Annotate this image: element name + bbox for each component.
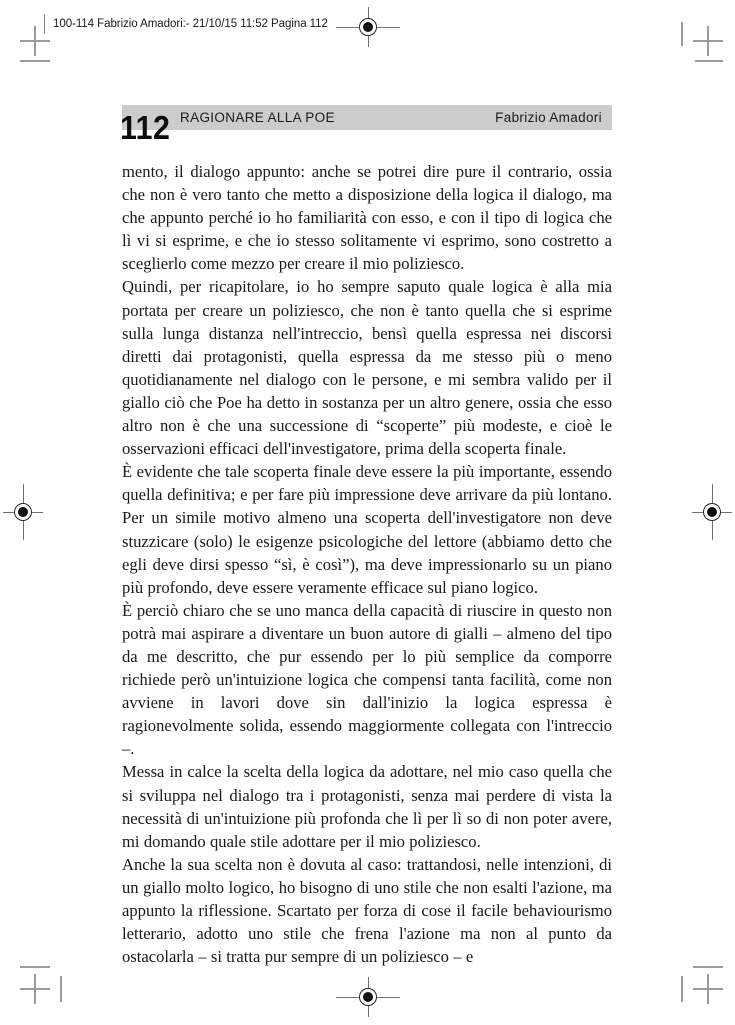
- crop-mark-bottom-right: [681, 966, 729, 1012]
- registration-target-left: [3, 492, 43, 532]
- crop-mark-vertical: [34, 26, 36, 56]
- crop-mark-bleed-bar: [20, 60, 50, 62]
- registration-target-top: [348, 7, 388, 47]
- crop-mark-bottom-left: [20, 966, 68, 1012]
- crop-mark-top-right: [681, 14, 729, 60]
- registration-dot: [18, 507, 28, 517]
- crop-mark-vertical: [34, 974, 36, 1004]
- crop-mark-bleed-bar: [693, 966, 723, 968]
- crop-mark-bleed-bar: [681, 22, 683, 46]
- body-paragraph: Quindi, per ricapitolare, io ho sempre saputo quale logica è alla mia portata per creare un poliziesco, che non è tanto quella che si esprime sulla lunga distanza nell'intreccio, bensì quella espressa nei discorsi diretti dai protagonisti, quella espressa da me stesso più o meno quotidianamente nel dialogo con le persone, e mi sembra valido per il giallo ciò che Poe ha detto in sostanza per un altro genere, ossia che esso altro non è che una successione di “scoperte” più modeste, e cioè le osservazioni efficaci dell'investigatore, prima della scoperta finale.: [122, 277, 612, 459]
- running-head-author: Fabrizio Amadori: [495, 109, 602, 125]
- crop-mark-bleed-bar-2: [681, 976, 683, 1002]
- body-paragraph: mento, il dialogo appunto: anche se potrei dire pure il contrario, ossia che non è vero tanto che metto a disposizione della logica il dialogo, ma che appunto perché io ho familiarità con esso, e con il tipo di logica che lì vi si esprime, e che io stesso solitamente vi esprimo, sono costretto a sceglierlo come mezzo per creare il mio poliziesco.: [122, 162, 612, 274]
- registration-dot: [707, 507, 717, 517]
- body-text-column: [122, 160, 612, 968]
- registration-dot: [363, 992, 373, 1002]
- running-head-inner: [122, 105, 612, 130]
- crop-mark-top-left: [20, 14, 68, 60]
- crop-mark-vertical: [707, 26, 709, 56]
- crop-mark-bleed-bar-2: [60, 976, 62, 1002]
- body-paragraph: Anche la sua scelta non è dovuta al caso: trattandosi, nelle intenzioni, di un giallo molto logico, ho bisogno di uno stile che non esalti l'azione, ma appunto la riflessione. Scartato per forza di cose il facile behaviourismo letterario, adotto uno stile che frena l'azione ma non al punto da ostacolarla – si tratta pur sempre di un poliziesco – e: [122, 854, 612, 967]
- slug-text: 100-114 Fabrizio Amadori:- 21/10/15 11:52 Pagina 112: [53, 18, 328, 30]
- slug-line: [44, 14, 328, 34]
- crop-mark-bleed-bar-2: [695, 60, 723, 62]
- body-paragraph: È evidente che tale scoperta finale deve essere la più importante, essendo quella definitiva; e per fare più impressione deve arrivare da più lontano. Per un simile motivo almeno una scoperta dell'investigatore non deve stuzzicare (solo) le esigenze psicologiche del lettore (abbiamo detto che egli deve dirsi spesso “sì, è così”), ma deve impressionarlo su un piano più profondo, deve essere veramente efficace sul piano logico.: [122, 462, 612, 597]
- body-paragraph: Messa in calce la scelta della logica da adottare, nel mio caso quella che si sviluppa nel dialogo tra i protagonisti, senza mai perdere di vista la necessità di un'intuizione più profonda che lì per lì so di non poter avere, mi domando quale stile adottare per il mio poliziesco.: [122, 762, 612, 851]
- registration-dot: [363, 22, 373, 32]
- running-head-title: RAGIONARE ALLA POE: [180, 109, 335, 125]
- registration-target-bottom: [348, 977, 388, 1017]
- crop-mark-vertical: [707, 974, 709, 1004]
- page-folio-number: 112: [120, 109, 171, 146]
- body-paragraph: È perciò chiaro che se uno manca della capacità di riuscire in questo non potrà mai aspirare a diventare un buon autore di gialli – almeno del tipo da me descritto, che pur essendo per lo più semplice da comporre richiede però un'intuizione logica che compensi tanta facilità, come non avviene in lavori dove sin dall'inizio la logica espressa è ragionevolmente solida, essendo maggiormente collegata con l'intreccio –.: [122, 600, 612, 759]
- crop-mark-bleed-bar: [20, 966, 50, 968]
- registration-target-right: [692, 492, 732, 532]
- running-head-band: [122, 105, 612, 130]
